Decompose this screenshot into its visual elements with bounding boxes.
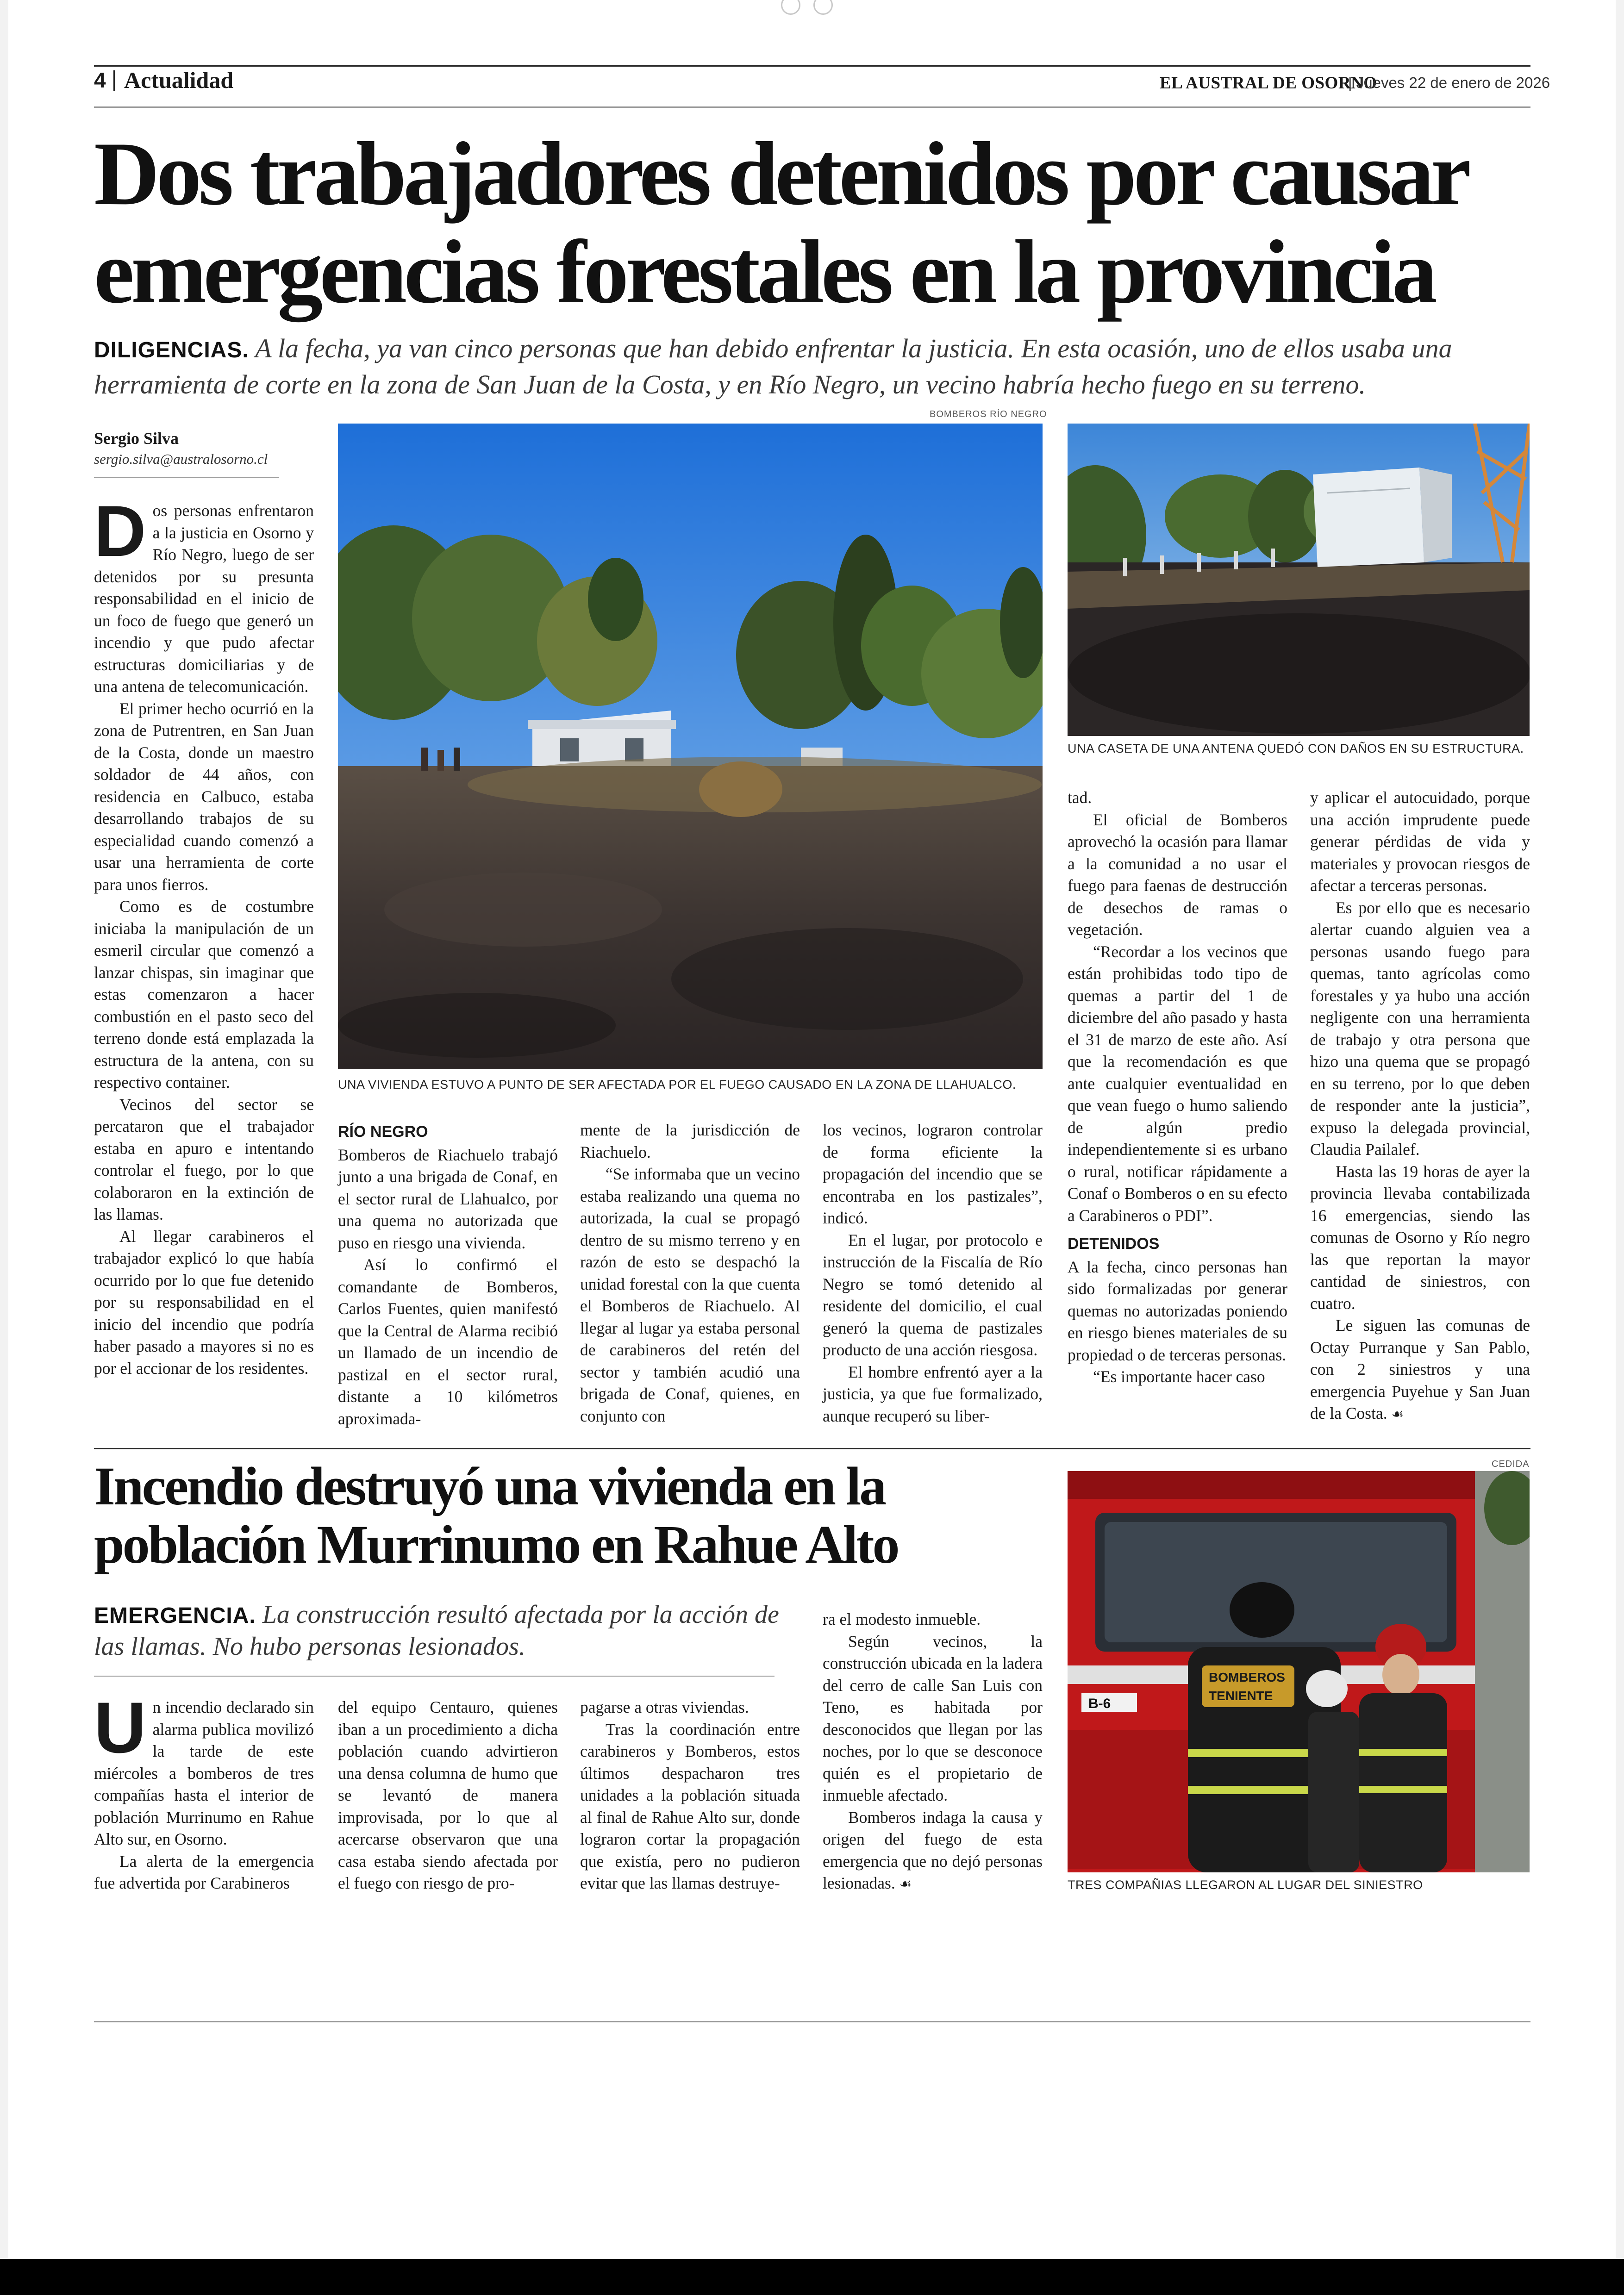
article1-col2-paragraph-1: Bomberos de Riachuelo trabajó junto a una brigada de Conaf, en el sector rural de Llahualco, por una quema no autorizada que puso en riesgo una vivienda. bbox=[338, 1145, 558, 1252]
article2-headline bbox=[94, 1457, 1020, 1574]
article2-col4-paragraph-1: ra el modesto inmueble. bbox=[823, 1610, 981, 1628]
article1-dropcap: D bbox=[94, 491, 146, 572]
photo-burned-field-house bbox=[338, 424, 1043, 1069]
article1-col1-paragraph-2: El primer hecho ocurrió en la zona de Putrentren, en San Juan de la Costa, donde un maestro soldador de 44 años, con residencia en Calbuco, estaba desarrollando trabajos de su especialidad cuando comenzó a usar una herramienta de corte para unos fierros. bbox=[94, 699, 314, 894]
article1-col5-paragraph-3: “Recordar a los vecinos que están prohibidas todo tipo de quemas a partir del 1 de diciembre del año pasado y hasta el 31 de marzo de este año. Así que la recomendación es que ante cualquier eventualidad en que vean fuego o humo saliendo de algún predio independientemente si es urbano o rural, notificar rápidamente a Conaf o Bomberos o en su efecto a Carabineros o PDI”. bbox=[1068, 942, 1287, 1225]
viewer-bottom-bar bbox=[0, 2259, 1624, 2295]
article2-col1-p1-text: n incendio declarado sin alarma publica movilizó la tarde de este miércoles a bomberos de tres compañías hasta el interior de población Murrinumo en Rahue Alto sur, en Osorno. bbox=[94, 1698, 314, 1848]
article1-col1-paragraph-3: Como es de costumbre iniciaba la manipulación de un esmeril circular que comenzó a lanzar chispas, sin imaginar que estas comenzaron a hacer combustión en el pasto seco del terreno donde está emplazada la estructura de la antena, con su respectivo container. bbox=[94, 897, 314, 1091]
header-separator bbox=[113, 70, 115, 91]
article2-headline-line2: población Murrinumo en Rahue Alto bbox=[94, 1514, 898, 1575]
article1-col4-paragraph-3: El hombre enfrentó ayer a la justicia, ya que fue formalizado, aunque recuperó su liber- bbox=[823, 1362, 1043, 1425]
photo2-caption: UNA CASETA DE UNA ANTENA QUEDÓ CON DAÑOS EN SU ESTRUCTURA. bbox=[1068, 742, 1524, 755]
article2-dropcap: U bbox=[94, 1688, 146, 1768]
article1-column-3 bbox=[580, 1119, 800, 1427]
article2-column-2 bbox=[338, 1696, 558, 1895]
article1-col5-paragraph-5: “Es importante hacer caso bbox=[1093, 1367, 1265, 1386]
article2-kicker: EMERGENCIA. bbox=[94, 1603, 256, 1628]
page-nav-dots[interactable] bbox=[781, 0, 832, 16]
article1-column-4 bbox=[823, 1119, 1043, 1427]
article1-col6-paragraph-3: Hasta las 19 horas de ayer la provincia llevaba contabilizada 16 emergencias, siendo las comunas de Osorno y Río negro las que reportan la mayor cantidad de siniestros, con cuatro. bbox=[1310, 1162, 1530, 1313]
article1-col1-paragraph-5: Al llegar carabineros el trabajador explicó lo que había ocurrido por lo que fue detenido por su responsabilidad en el inicio del incendio que podría haber pasado a mayores si no es por el accionar de los residentes. bbox=[94, 1227, 314, 1378]
nav-dot-previous[interactable] bbox=[781, 0, 800, 15]
article2-lead bbox=[94, 1599, 779, 1662]
photo-antenna-hut-svg bbox=[1068, 424, 1530, 736]
article2-col3-paragraph-2: Tras la coordinación entre carabineros y Bomberos, estos últimos despacharon tres unidades a la población situada al final de Rahue Alto sur, donde lograron cortar la propagación que existía, pero no pudieron evitar que las llamas destruye- bbox=[580, 1720, 800, 1892]
article2-col1-paragraph-2: La alerta de la emergencia fue advertida por Carabineros bbox=[94, 1852, 314, 1892]
article1-col6-paragraph-4 bbox=[1310, 1315, 1530, 1426]
article1-col4-paragraph-1: los vecinos, lograron controlar de forma eficiente la propagación del incendio que se encontraba en los pastizales”, indicó. bbox=[823, 1121, 1043, 1227]
photo3-credit: CEDIDA bbox=[1492, 1459, 1530, 1469]
page-edge-right bbox=[1616, 0, 1624, 2259]
photo3-caption: TRES COMPAÑIAS LLEGARON AL LUGAR DEL SINIESTRO bbox=[1068, 1878, 1423, 1892]
article1-subhead-rio-negro: RÍO NEGRO bbox=[338, 1123, 428, 1141]
article1-col1-paragraph-1 bbox=[94, 491, 314, 698]
article2-col1-paragraph-1 bbox=[94, 1688, 314, 1851]
article1-col6-p4-text: Le siguen las comunas de Octay Purranque y San Pablo, con 2 siniestros y una emergencia Puyehue y San Juan de la Costa. bbox=[1310, 1316, 1530, 1422]
article2-column-4 bbox=[823, 1609, 1043, 1896]
photo-firefighters-truck bbox=[1068, 1471, 1530, 1872]
article2-lead-rule bbox=[94, 1676, 775, 1677]
article1-column-2 bbox=[338, 1119, 558, 1430]
article1-lead bbox=[94, 331, 1529, 402]
article2-lead-text: La construcción resultó afectada por la acción de las llamas. No hubo personas lesionados. bbox=[94, 1600, 779, 1661]
page-edge-left bbox=[0, 0, 8, 2259]
article1-subhead-detenidos: DETENIDOS bbox=[1068, 1235, 1160, 1253]
end-mark-icon: ☙ bbox=[1391, 1406, 1404, 1422]
helmet-label-2: TENIENTE bbox=[1209, 1689, 1273, 1703]
photo1-credit: BOMBEROS RÍO NEGRO bbox=[930, 409, 1047, 419]
byline-rule bbox=[94, 477, 279, 478]
article1-headline-line2: emergencias forestales en la provincia bbox=[94, 222, 1434, 322]
article1-col6-paragraph-2: Es por ello que es necesario alertar cuando alguien vea a personas usando fuego para quemas, tanto agrícolas como forestales y ya hubo una acción negligente con una herramienta de trabajo y otra persona que hizo una quema que se propagó en su terreno, por lo que deben de responder ante la justicia”, expuso la delegada provincial, Claudia Pailalef. bbox=[1310, 898, 1530, 1159]
byline-author: Sergio Silva bbox=[94, 429, 179, 448]
article1-col6-paragraph-1: y aplicar el autocuidado, porque una acción imprudente puede generar pérdidas de vida y materiales y provocan riesgos de afectar a terceras personas. bbox=[1310, 788, 1530, 895]
end-mark-icon: ☙ bbox=[899, 1876, 912, 1892]
article1-col5-paragraph-2: El oficial de Bomberos aprovechó la ocasión para llamar a la comunidad a no usar el fuego para faenas de destrucción de desechos de ramas o vegetación. bbox=[1068, 810, 1287, 939]
article-divider bbox=[94, 1448, 1530, 1449]
newspaper-name: EL AUSTRAL DE OSORNO bbox=[1160, 74, 1377, 93]
article1-headline bbox=[94, 125, 1529, 321]
article1-col3-paragraph-2: “Se informaba que un vecino estaba realizando una quema no autorizada, la cual se propagó dentro de su mismo terreno y en razón de esto se despachó la unidad forestal con la que cuenta el Bomberos de Riachuelo. Al llegar al lugar ya estaba personal de carabineros del retén del sector y también acudió una brigada de Conaf, quienes, en conjunto con bbox=[580, 1165, 800, 1425]
photo1-caption: UNA VIVIENDA ESTUVO A PUNTO DE SER AFECTADA POR EL FUEGO CAUSADO EN LA ZONA DE LLAHUALCO. bbox=[338, 1078, 1016, 1091]
article2-col3-paragraph-1: pagarse a otras viviendas. bbox=[580, 1698, 749, 1716]
article1-col3-paragraph-1: mente de la jurisdicción de Riachuelo. bbox=[580, 1121, 800, 1161]
truck-plate: B-6 bbox=[1088, 1696, 1111, 1711]
nav-dot-next[interactable] bbox=[813, 0, 833, 15]
article2-column-1 bbox=[94, 1688, 314, 1895]
article2-column-3 bbox=[580, 1696, 800, 1895]
helmet-label-1: BOMBEROS bbox=[1209, 1670, 1285, 1684]
section-label: Actualidad bbox=[124, 67, 234, 93]
photo-burned-field-svg bbox=[338, 424, 1043, 1069]
article1-lead-text: A la fecha, ya van cinco personas que han debido enfrentar la justicia. En esta ocasión, uno de ellos usaba una herramienta de corte en la zona de San Juan de la Costa, y en Río Negro, un vecino habría hecho fuego en su terreno. bbox=[94, 333, 1452, 399]
page-bottom-rule bbox=[94, 2021, 1530, 2022]
article2-col4-p3-text: Bomberos indaga la causa y origen del fuego de esta emergencia que no dejó personas lesionadas. bbox=[823, 1808, 1043, 1892]
article1-col5-paragraph-4: A la fecha, cinco personas han sido formalizadas por generar quemas no autorizadas poniendo en riesgo bienes materiales de su propiedad o de terceras personas. bbox=[1068, 1257, 1287, 1364]
photo-antenna-hut bbox=[1068, 424, 1530, 736]
issue-date: | Jueves 22 de enero de 2026 bbox=[1348, 74, 1550, 91]
article2-col4-paragraph-2: Según vecinos, la construcción ubicada en la ladera del cerro de calle San Luis con Teno, es habitada por desconocidos que llegan por las noches, por lo que se desconoce quién es el propietario de inmueble afectado. bbox=[823, 1632, 1043, 1804]
article1-col5-paragraph-1: tad. bbox=[1068, 788, 1092, 807]
article1-col2-paragraph-2: Así lo confirmó el comandante de Bomberos, Carlos Fuentes, quien manifestó que la Central de Alarma recibió un llamado de un incendio de pastizal en el sector rural, distante a 10 kilómetros aproximada- bbox=[338, 1255, 558, 1428]
photo-firefighters-svg bbox=[1068, 1471, 1530, 1872]
article1-col4-paragraph-2: En el lugar, por protocolo e instrucción de la Fiscalía de Río Negro se tomó detenido al residente del domicilio, el cual generó la quema de pastizales producto de una acción riesgosa. bbox=[823, 1230, 1043, 1359]
header-bottom-rule bbox=[94, 106, 1530, 108]
article1-column-6 bbox=[1310, 787, 1530, 1426]
article1-col1-p1-text: os personas enfrentaron a la justicia en Osorno y Río Negro, luego de ser detenidos por su presunta responsabilidad en el inicio de un foco de fuego que generó un incendio y que pudo afectar estructuras domiciliarias y de una antena de telecomunicación. bbox=[94, 501, 314, 696]
article1-headline-line1: Dos trabajadores detenidos por causar bbox=[94, 124, 1468, 224]
page-number: 4 bbox=[94, 68, 106, 92]
article1-kicker: DILIGENCIAS. bbox=[94, 338, 249, 362]
article2-col4-paragraph-3 bbox=[823, 1807, 1043, 1896]
article1-col1-paragraph-4: Vecinos del sector se percataron que el trabajador estaba en apuro e intentando controlar el fuego, por lo que colaboraron en la extinción de las llamas. bbox=[94, 1095, 314, 1223]
byline-email[interactable]: sergio.silva@australosorno.cl bbox=[94, 451, 268, 467]
header-top-rule bbox=[94, 65, 1530, 67]
article1-column-5 bbox=[1068, 787, 1287, 1388]
article2-col2-paragraph-1: del equipo Centauro, quienes iban a un procedimiento a dicha población cuando advirtieron una densa columna de humo que se levantó de manera improvisada, por lo que al acercarse observaron que una casa estaba siendo afectada por el fuego con riesgo de pro- bbox=[338, 1698, 558, 1892]
article1-column-1 bbox=[94, 491, 314, 1379]
article2-headline-line1: Incendio destruyó una vivienda en la bbox=[94, 1456, 885, 1516]
